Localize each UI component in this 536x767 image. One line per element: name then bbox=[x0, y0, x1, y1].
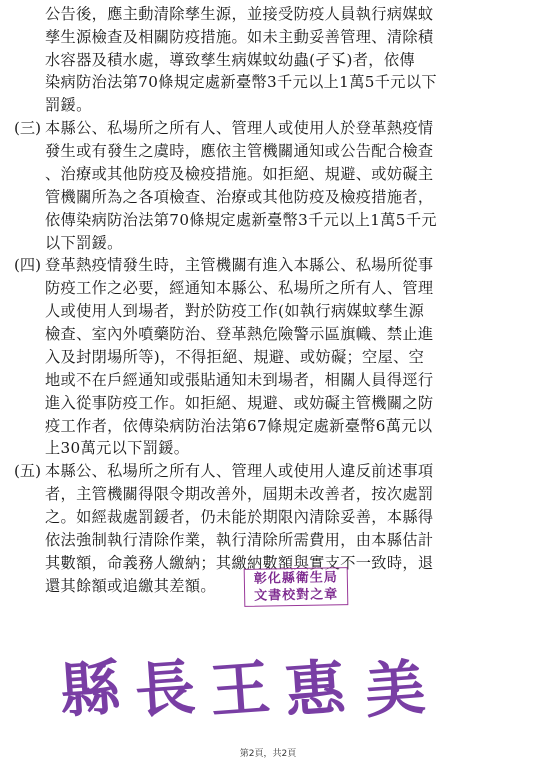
stamp-line-1: 彰化縣衛生局 bbox=[253, 570, 338, 587]
item-5-line: 還其餘額或追繳其差額。 bbox=[45, 577, 216, 595]
item-4-line: 檢查、室內外噴藥防治、登革熱危險警示區旗幟、禁止進 bbox=[45, 325, 434, 343]
page-number: 第2頁，共2頁 bbox=[239, 749, 297, 759]
item-5-line: 之。如經裁處罰鍰者，仍未能於期限內清除妥善，本縣得 bbox=[45, 508, 434, 526]
intro-line: 孳生源檢查及相關防疫措施。如未主動妥善管理、清除積 bbox=[45, 28, 434, 46]
item-4-line: 進入從事防疫工作。如拒絕、規避、或妨礙主管機關之防 bbox=[45, 394, 434, 412]
item-3-line: 管機關所為之各項檢查、治療或其他防疫及檢疫措施者， bbox=[45, 188, 434, 206]
signature-glyph: 惠 bbox=[282, 652, 348, 728]
item-3-line: 依傳染病防治法第70條規定處新臺幣3千元以上1萬5千元 bbox=[45, 211, 437, 229]
item-3-line: 本縣公、私場所之所有人、管理人或使用人於登革熱疫情 bbox=[45, 119, 434, 137]
signature-glyph: 王 bbox=[207, 652, 273, 728]
signature-glyph: 縣 bbox=[57, 652, 123, 728]
item-5-line: 者，主管機關得限令期改善外，屆期未改善者，按次處罰 bbox=[45, 485, 434, 503]
signature-seal bbox=[57, 645, 430, 735]
item-4-line: 入及封閉場所等)，不得拒絕、規避、或妨礙；空屋、空 bbox=[45, 348, 425, 366]
item-4-line: 上30萬元以下罰鍰。 bbox=[45, 439, 190, 457]
item-3-line: 發生或有發生之虞時，應依主管機關通知或公告配合檢查 bbox=[45, 142, 434, 160]
item-5-line: 依法強制執行清除作業，執行清除所需費用，由本縣估計 bbox=[45, 531, 434, 549]
item-marker: (五) bbox=[14, 462, 42, 480]
item-4-line: 疫工作者，依傳染病防治法第67條規定處新臺幣6萬元以 bbox=[45, 417, 433, 435]
item-4-line: 人或使用人到場者，對於防疫工作(如執行病媒蚊孳生源 bbox=[45, 302, 425, 320]
proofreading-stamp bbox=[244, 567, 349, 607]
item-marker: (四) bbox=[14, 256, 42, 274]
item-marker: (三) bbox=[14, 119, 42, 137]
intro-line: 公告後，應主動清除孳生源，並接受防疫人員執行病媒蚊 bbox=[45, 5, 434, 23]
item-3-line: 以下罰鍰。 bbox=[45, 234, 123, 252]
item-5-line: 其數額，命義務人繳納；其繳納數額與實支不一致時，退 bbox=[45, 554, 434, 572]
item-5-line: 本縣公、私場所之所有人、管理人或使用人違反前述事項 bbox=[45, 462, 434, 480]
item-4-line: 地或不在戶經通知或張貼通知未到場者，相關人員得逕行 bbox=[45, 371, 434, 389]
intro-line: 染病防治法第70條規定處新臺幣3千元以上1萬5千元以下 bbox=[45, 73, 437, 91]
item-4-line: 登革熱疫情發生時，主管機關有進入本縣公、私場所從事 bbox=[45, 256, 434, 274]
intro-line: 罰鍰。 bbox=[45, 96, 92, 114]
intro-line: 水容器及積水處，導致孳生病媒蚊幼蟲(孑孓)者，依傳 bbox=[45, 51, 415, 69]
signature-glyph: 美 bbox=[362, 652, 428, 728]
stamp-line-2: 文書校對之章 bbox=[254, 587, 339, 604]
item-4-line: 防疫工作之必要，經通知本縣公、私場所之所有人、管理 bbox=[45, 279, 434, 297]
item-3-line: 、治療或其他防疫及檢疫措施。如拒絕、規避、或妨礙主 bbox=[45, 165, 434, 183]
signature-glyph: 長 bbox=[132, 652, 198, 728]
